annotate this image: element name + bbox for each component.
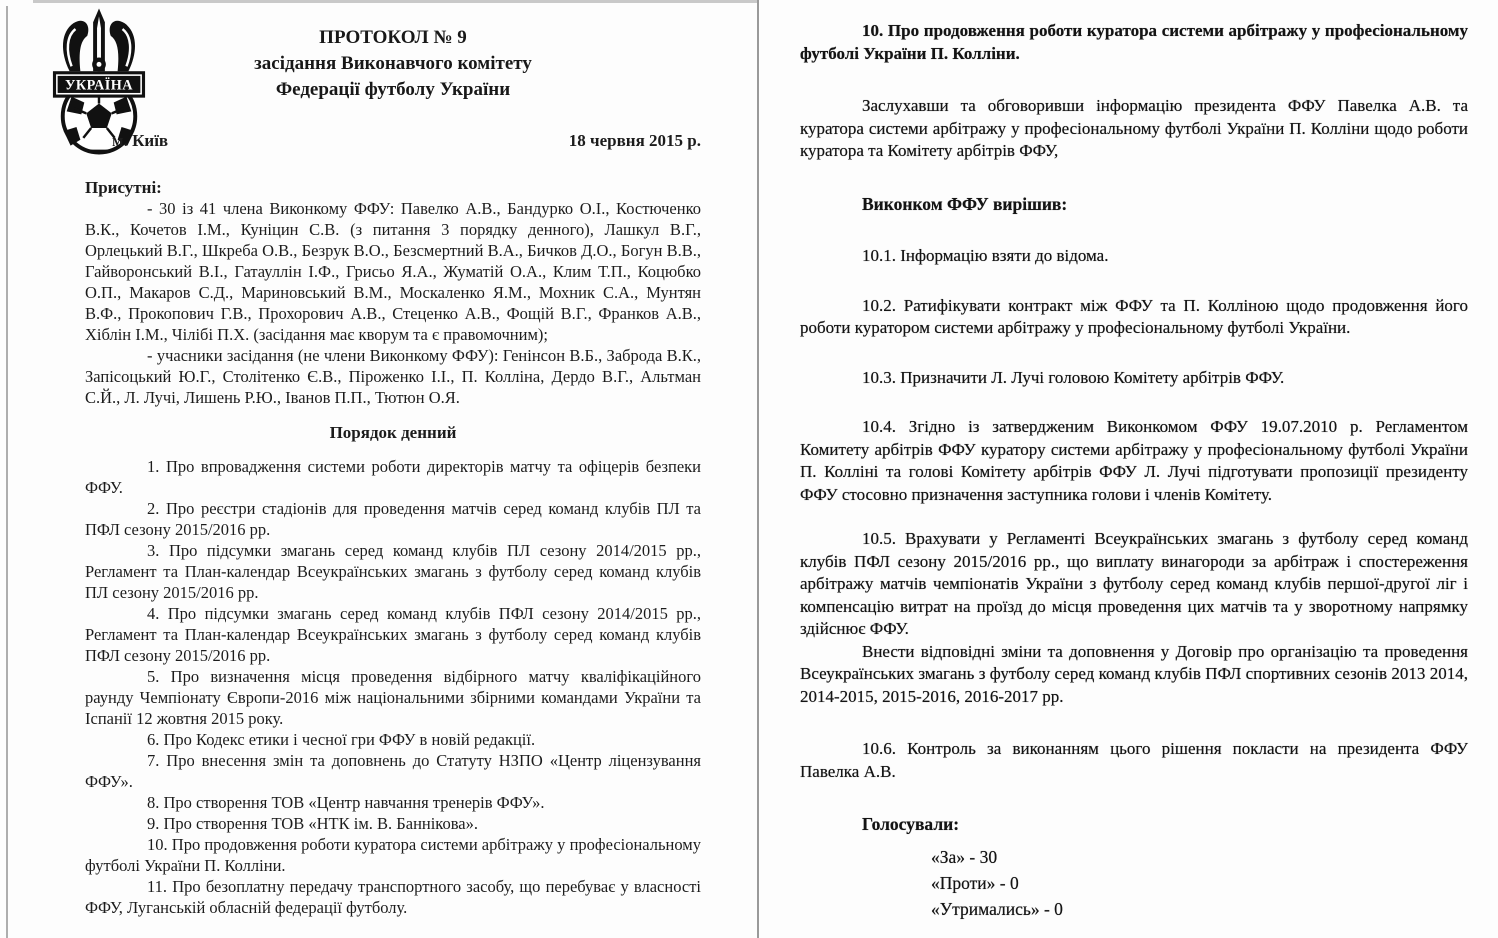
dateline	[85, 130, 701, 151]
decision-item-10-2: 10.2. Ратифікувати контракт між ФФУ та П. Колліною щодо продовження його роботи куратором системи арбітражу у професіональному футболі України.	[800, 295, 1468, 337]
voting-label: Голосували:	[862, 814, 960, 834]
section-10-heading: 10. Про продовження роботи куратора системи арбітражу у професіональному футболі України П. Колліни.	[800, 21, 1468, 63]
agenda-item-8: 8. Про створення ТОВ «Центр навчання тренерів ФФУ».	[147, 793, 545, 812]
agenda-item-1: 1. Про впровадження системи роботи директорів матчу та офіцерів безпеки ФФУ.	[85, 457, 701, 497]
amendment-paragraph: Внести відповідні зміни та доповнення у Договір про організацію та проведення Всеукраїнських змагань з футболу серед команд клубів ПФЛ спортивних сезонів 2013 2014, 2014-2015, 2015-2016, 2016-2017 рр.	[800, 641, 1468, 706]
agenda-item-5: 5. Про визначення місця проведення відбірного матчу кваліфікаційного раунду Чемпіонату Європи-2016 між національними збірними командами України та Іспанії 12 жовтня 2015 року.	[85, 667, 701, 728]
agenda-item-9: 9. Про створення ТОВ «НТК ім. В. Баннікова».	[147, 814, 479, 833]
document-title	[85, 25, 701, 103]
agenda-item-4: 4. Про підсумки змагань серед команд клубів ПФЛ сезону 2014/2015 рр., Регламент та План-календар Всеукраїнських змагань з футболу серед команд клубів ПФЛ сезону 2015/2016 рр.	[85, 604, 701, 665]
present-guests: - учасники засідання (не члени Виконкому ФФУ): Генінсон В.Б., Заброда В.К., Запісоцький Ю.Г., Столітенко Є.В., Піроженко І.І., П. Колліна, Дердо В.Г., Альтман С.Й., Л. Лучі, Лишень Р.Ю., Іванов П.П., Тютюн О.Я.	[85, 346, 701, 407]
agenda-item-2: 2. Про реєстри стадіонів для проведення матчів серед команд клубів ПЛ та ПФЛ сезону 2015/2016 рр.	[85, 499, 701, 539]
agenda-item-10: 10. Про продовження роботи куратора системи арбітражу у професіональному футболі України П. Колліни.	[85, 835, 701, 875]
vote-for: «За» - 30	[931, 846, 998, 867]
voting-results	[800, 844, 1468, 922]
vote-against: «Проти» - 0	[931, 872, 1019, 893]
decision-label: Виконком ФФУ вирішив:	[862, 193, 1068, 214]
logo-banner-text: УКРАЇНА	[64, 77, 134, 94]
agenda-item-11: 11. Про безоплатну передачу транспортного засобу, що перебуває у власності ФФУ, Луганській обласній федерації футболу.	[85, 877, 701, 917]
decision-item-10-6: 10.6. Контроль за виконанням цього рішення покласти на президента ФФУ Павелка А.В.	[800, 739, 1468, 781]
decision-item-10-4: 10.4. Згідно із затвердженим Виконкомом ФФУ 19.07.2010 р. Регламентом Комитету арбітрів ФФУ куратору системи арбітражу у професіональному футболі України П. Колліні та голові Комітету арбітрів ФФУ Л. Лучі підготувати пропозиції президенту ФФУ стосовно призначення заступника голови і членів Комітету.	[800, 417, 1468, 504]
agenda-item-6: 6. Про Кодекс етики і чесної гри ФФУ в новій редакції.	[147, 730, 536, 749]
agenda-item-3: 3. Про підсумки змагань серед команд клубів ПЛ сезону 2014/2015 рр., Регламент та План-календар Всеукраїнських змагань з футболу серед команд клубів ПЛ сезону 2015/2016 рр.	[85, 541, 701, 602]
date: 18 червня 2015 р.	[568, 131, 701, 150]
present-label: Присутні:	[85, 178, 162, 197]
decision-item-10-3: 10.3. Призначити Л. Лучі головою Комітету арбітрів ФФУ.	[862, 367, 1285, 387]
title-line-1: ПРОТОКОЛ № 9	[319, 27, 467, 48]
agenda-item-7: 7. Про внесення змін та доповнень до Статуту НЗПО «Центр ліцензування ФФУ».	[85, 751, 701, 791]
page-right	[759, 0, 1498, 938]
decision-item-10-1: 10.1. Інформацію взяти до відома.	[862, 246, 1109, 265]
decision-item-10-5: 10.5. Врахувати у Регламенті Всеукраїнських змагань з футболу серед команд клубів ПФЛ сезону 2015/2016 рр., що виплату винагороди за арбітраж і спостереження арбітражу матчів чемпіонатів України з футболу серед команд клубів першої-другої ліг і компенсацію витрат на проїзд до місця проведення цих матчів та у зворотному напрямку здійснює ФФУ.	[800, 529, 1468, 638]
title-line-3: Федерації футболу України	[275, 79, 511, 100]
title-line-2: засідання Виконавчого комітету	[254, 53, 532, 74]
city: м. Київ	[112, 131, 169, 150]
present-members: - 30 із 41 члена Виконкому ФФУ: Павелко А.В., Бандурко О.І., Костюченко В.К., Кочетов І.М., Куніцин С.В. (з питання 3 порядку денного), Лашкул В.Г., Орлецький В.Г., Шкреба О.В., Безрук В.О., Безсмертний В.А., Бичков Д.О., Богун В.В., Гайворонський В.І., Гатауллін І.Ф., Грисьо Я.А., Жуматій О.А., Клим Т.П., Коцюбко О.П., Макаров С.Д., Мариновський В.М., Москаленко Я.М., Мохник С.А., Мунтян В.Ф., Прокопович Г.В., Прохорович А.В., Стеценко А.В., Фощій В.Г., Франков А.В., Хіблін І.М., Чілібі П.Х. (засідання має кворум та є правомочним);	[85, 199, 701, 344]
agenda-title: Порядок денний	[329, 423, 457, 442]
section-10-intro: Заслухавши та обговоривши інформацію президента ФФУ Павелка А.В. та куратора системи арбітражу у професіональному футболі України П. Колліни щодо роботи куратора та Комітету арбітрів ФФУ,	[800, 96, 1468, 160]
vote-abstained: «Утримались» - 0	[931, 898, 1063, 919]
